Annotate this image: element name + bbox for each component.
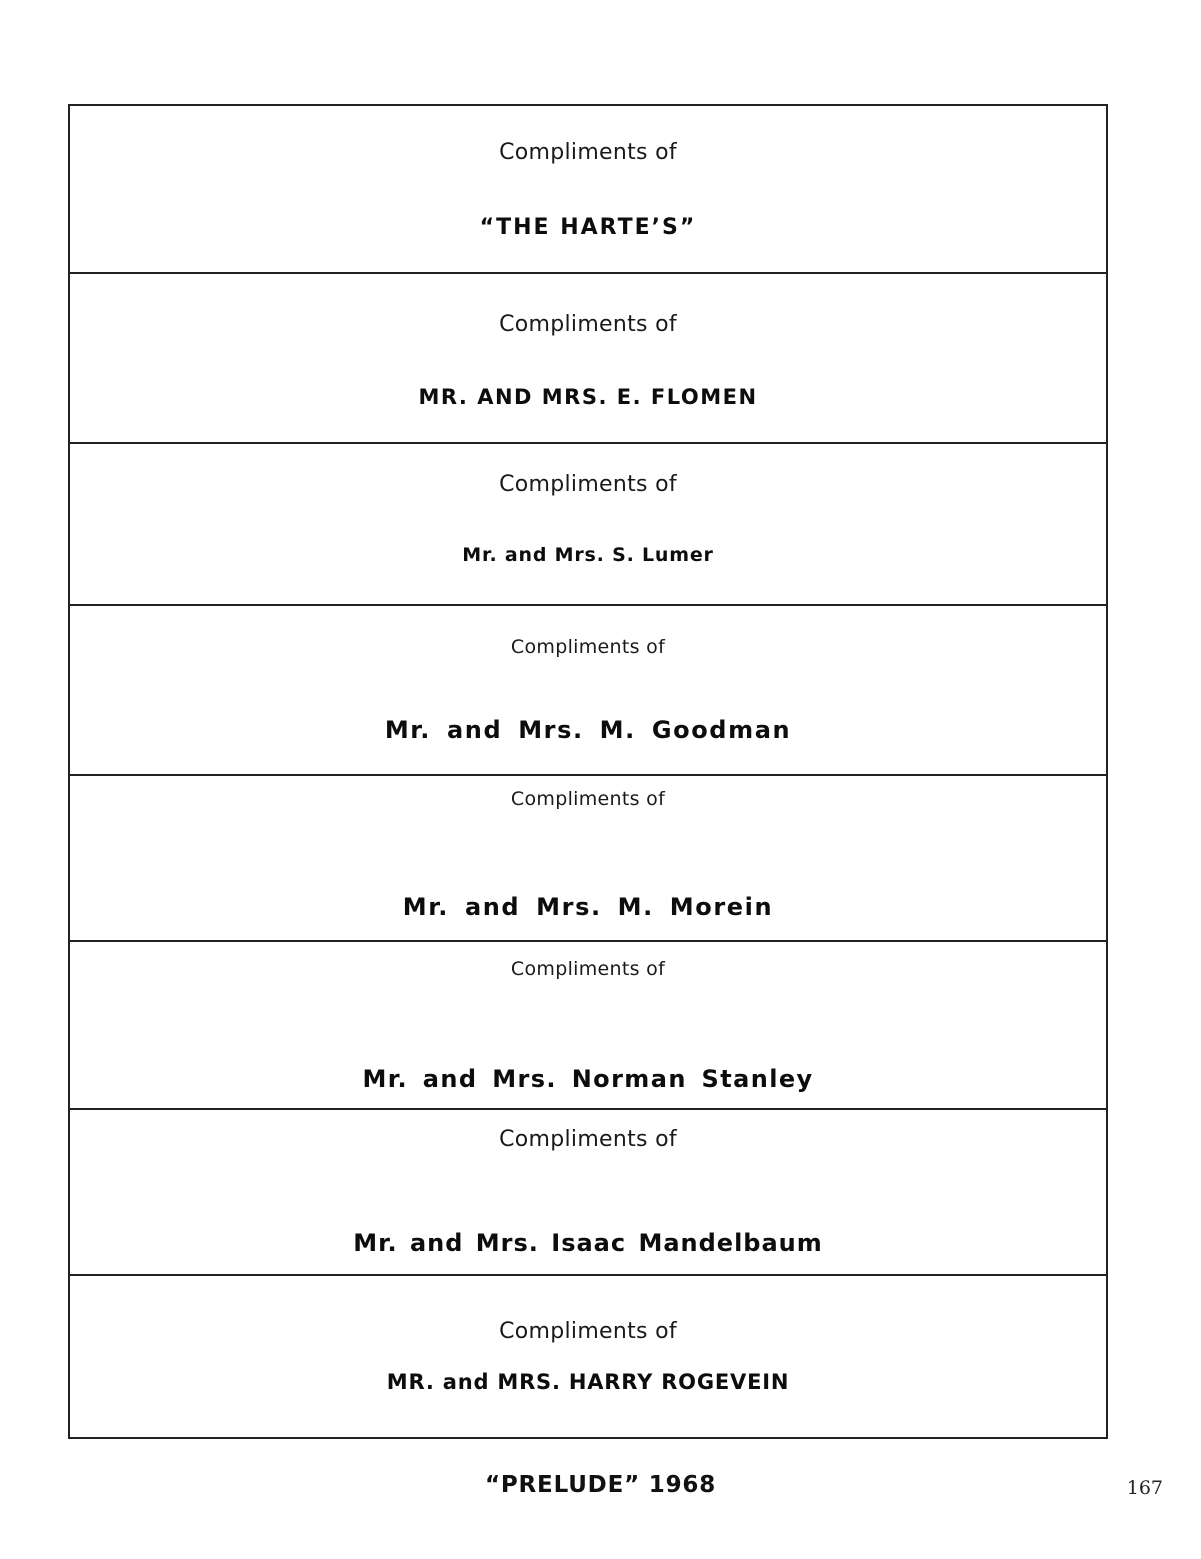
ad-sponsor-name: Mr. and Mrs. M. Goodman — [384, 716, 792, 744]
ad-box-hartes — [70, 106, 1106, 272]
ad-compliments-text: Compliments of — [499, 1127, 677, 1152]
yearbook-footer-title: “PRELUDE” 1968 — [484, 1472, 717, 1498]
ad-sponsor-name: Mr. and Mrs. S. Lumer — [462, 544, 714, 566]
ad-compliments-text: Compliments of — [499, 1319, 677, 1344]
ad-sponsor-name: Mr. and Mrs. M. Morein — [402, 893, 774, 921]
ad-box-stanley — [70, 940, 1106, 1108]
ad-box-mandelbaum — [70, 1108, 1106, 1274]
ad-box-lumer — [70, 442, 1106, 604]
ad-sponsor-name: Mr. and Mrs. Norman Stanley — [362, 1065, 814, 1093]
ad-compliments-text: Compliments of — [510, 788, 666, 810]
ad-compliments-text: Compliments of — [499, 140, 677, 165]
ad-compliments-text: Compliments of — [510, 636, 666, 658]
ad-page-frame — [68, 104, 1108, 1439]
ad-compliments-text: Compliments of — [510, 958, 666, 980]
ad-sponsor-name: MR. AND MRS. E. FLOMEN — [418, 385, 758, 409]
ad-sponsor-name: MR. and MRS. HARRY ROGEVEIN — [386, 1370, 790, 1394]
ad-box-rogevein — [70, 1274, 1106, 1437]
ad-box-flomen — [70, 272, 1106, 442]
page-number: 167 — [1126, 1477, 1163, 1499]
ad-box-morein — [70, 774, 1106, 940]
ad-compliments-text: Compliments of — [499, 472, 677, 497]
ad-box-goodman — [70, 604, 1106, 774]
ad-sponsor-name: “THE HARTE’S” — [479, 215, 697, 240]
ad-sponsor-name: Mr. and Mrs. Isaac Mandelbaum — [353, 1229, 823, 1257]
ad-compliments-text: Compliments of — [499, 312, 677, 337]
